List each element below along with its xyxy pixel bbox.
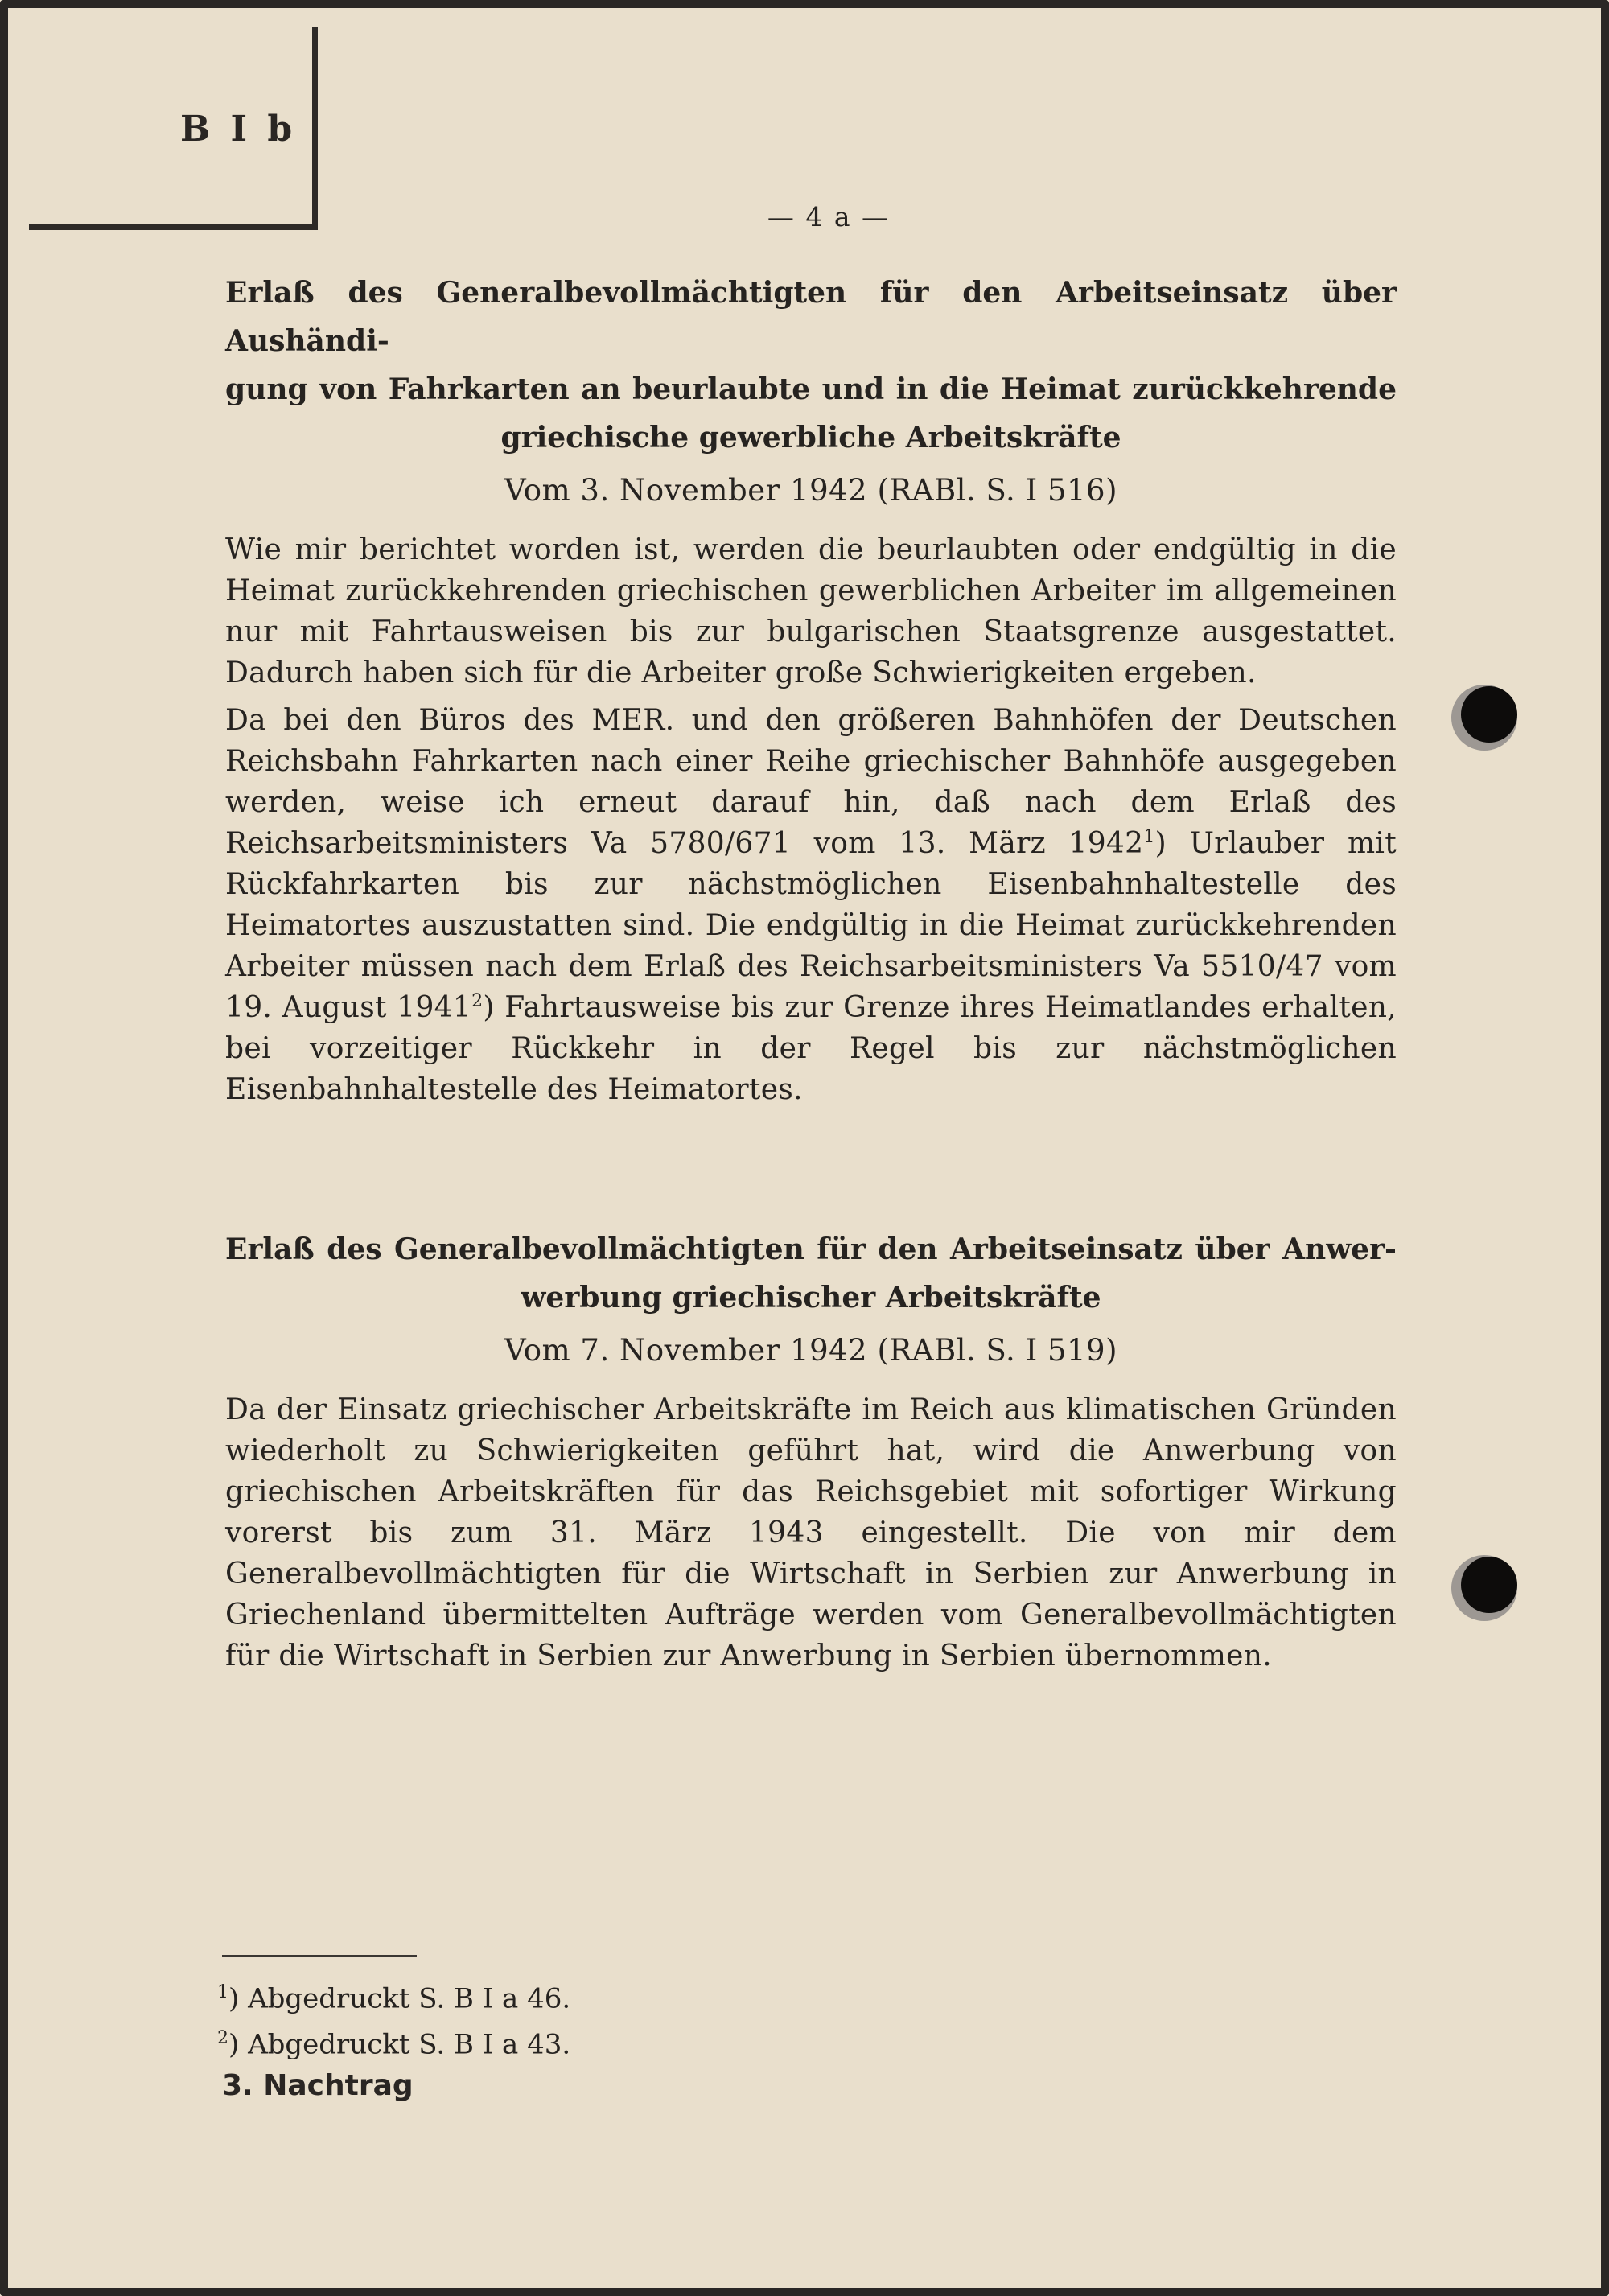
footnote-text: ) Abgedruckt S. B I a 46. xyxy=(228,1982,571,2015)
decree-1-title-line: Erlaß des Generalbevollmächtigten für den Arbeitseinsatz über Aushändi- xyxy=(225,276,1397,358)
decree-2-date: Vom 7. November 1942 (RABl. S. I 519) xyxy=(504,1333,1118,1368)
punch-hole-lower xyxy=(1461,1557,1517,1613)
decree-1-paragraph-2-text: ) Urlauber mit Rückfahrkarten bis zur nächstmöglichen Eisenbahnhaltestelle des Heimatortes auszustatten sind. Die endgültig in die Heimat zurückkehrenden Arbeiter müssen nach dem Erlaß des Reichsarbeitsministers Va 5510/47 vom 19. August 1941 xyxy=(225,827,1397,1024)
decree-1-paragraph-2-text: ) Fahrtausweise bis zur Grenze ihres Heimatlandes erhalten, bei vorzeitiger Rückkehr in der Regel bis zur nächstmöglichen Eisenbahnhaltestelle des Heimatortes. xyxy=(225,991,1397,1106)
footnote-mark: 2 xyxy=(217,2028,228,2049)
corner-frame-vertical xyxy=(312,27,318,230)
footnote-divider xyxy=(222,1955,417,1957)
footnote-text: ) Abgedruckt S. B I a 43. xyxy=(228,2028,571,2061)
footnote-ref-1: 1 xyxy=(1143,827,1155,847)
section-mark: B I b xyxy=(180,109,297,150)
decree-2 xyxy=(225,1225,1397,1677)
footnote-item xyxy=(217,1973,570,2018)
footnotes xyxy=(217,1973,570,2065)
decree-2-paragraph-1: Da der Einsatz griechischer Arbeitskräfte im Reich aus klimatischen Gründen wiederholt zu Schwierigkeiten geführt hat, wird die Anwerbung von griechischen Arbeitskräften für das Reichsgebiet mit sofortiger Wirkung vorerst bis zum 31. März 1943 eingestellt. Die von mir dem Generalbevollmächtigten für die Wirtschaft in Serbien zur Anwerbung in Griechenland übermittelten Aufträge werden vom Generalbevollmächtigten für die Wirtschaft in Serbien zur Anwerbung in Serbien übernommen. xyxy=(225,1393,1397,1673)
decree-2-title-line: werbung griechischer Arbeitskräfte xyxy=(521,1281,1101,1315)
decree-1-paragraph-1: Wie mir berichtet worden ist, werden die beurlaubten oder endgültig in die Heimat zurückkehrenden griechischen gewerblichen Arbeiter im allgemeinen nur mit Fahrtausweisen bis zur bulgarischen Staatsgrenze ausgestattet. Dadurch haben sich für die Arbeiter große Schwierigkeiten ergeben. xyxy=(225,533,1397,689)
decree-1-paragraph-2-text: Da bei den Büros des MER. und den größeren Bahnhöfen der Deutschen Reichsbahn Fahrkarten nach einer Reihe griechischer Bahnhöfe ausgegeben werden, weise ich erneut darauf hin, daß nach dem Erlaß des Reichsarbeitsministers Va 5780/671 vom 13. März 1942 xyxy=(225,704,1397,860)
supplement-note: 3. Nachtrag xyxy=(222,2069,414,2102)
page-number: — 4 a — xyxy=(767,201,891,232)
decree-1-paragraph-2 xyxy=(225,700,1397,1110)
decree-2-title xyxy=(225,1225,1397,1322)
corner-frame-horizontal xyxy=(29,224,318,230)
footnote-mark: 1 xyxy=(217,1982,228,2002)
punch-hole-upper xyxy=(1461,686,1517,743)
decree-1-date: Vom 3. November 1942 (RABl. S. I 516) xyxy=(504,473,1118,508)
decree-1-title-line: griechische gewerbliche Arbeitskräfte xyxy=(500,421,1121,455)
decree-1-title xyxy=(225,269,1397,462)
decree-2-title-line: Erlaß des Generalbevollmächtigten für den Arbeitseinsatz über Anwer- xyxy=(225,1232,1397,1266)
decree-1-title-line: gung von Fahrkarten an beurlaubte und in die Heimat zurückkehrende xyxy=(225,372,1397,406)
footnote-ref-2: 2 xyxy=(471,991,484,1011)
footnote-item xyxy=(217,2018,570,2064)
decree-1 xyxy=(225,269,1397,1110)
